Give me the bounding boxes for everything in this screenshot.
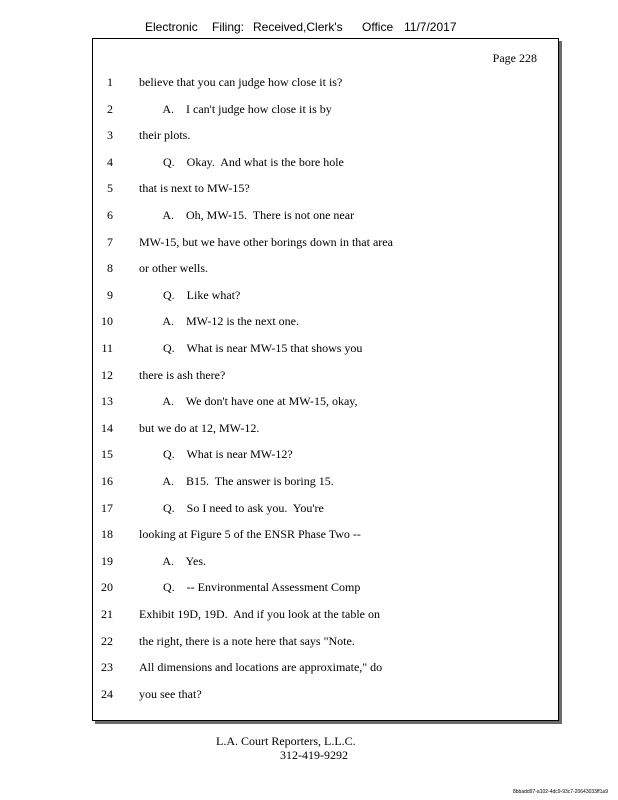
line-number: 5 — [107, 181, 113, 196]
line-number: 24 — [101, 686, 113, 701]
line-number: 10 — [101, 314, 113, 329]
page-number: Page 228 — [492, 51, 537, 65]
transcript-line — [93, 501, 558, 519]
footer-phone: 312-419-9292 — [280, 748, 348, 762]
line-text: believe that you can judge how close it is? — [139, 75, 343, 89]
filing-header-date: 11/7/2017 — [404, 20, 457, 34]
line-number: 20 — [101, 580, 113, 595]
transcript-line — [93, 554, 558, 572]
transcript-line — [93, 155, 558, 173]
transcript-line — [93, 421, 558, 439]
line-text: that is next to MW-15? — [139, 181, 250, 196]
line-number: 3 — [107, 128, 113, 143]
line-number: 17 — [101, 500, 113, 515]
line-text: A. We don't have one at MW-15, okay, — [139, 394, 358, 409]
line-text: A. MW-12 is the next one. — [139, 314, 299, 329]
line-text: Q. Okay. And what is the bore hole — [139, 154, 344, 169]
line-number: 1 — [107, 75, 113, 89]
transcript-line — [93, 474, 558, 492]
line-text: Q. So I need to ask you. You're — [139, 500, 324, 515]
line-number: 16 — [101, 474, 113, 488]
line-number: 12 — [101, 367, 113, 382]
line-text: A. I can't judge how close it is by — [139, 101, 332, 116]
line-number: 23 — [101, 660, 113, 675]
transcript-line — [93, 394, 558, 412]
transcript-line — [93, 687, 558, 705]
line-text: looking at Figure 5 of the ENSR Phase Two -- — [139, 527, 361, 542]
line-number: 9 — [107, 287, 113, 302]
line-text: A. Yes. — [139, 553, 207, 568]
transcript-line — [93, 235, 558, 253]
line-number: 2 — [107, 101, 113, 116]
transcript-line — [93, 341, 558, 359]
transcript-page — [92, 38, 559, 721]
line-text: their plots. — [139, 128, 191, 143]
line-text: Q. What is near MW-12? — [139, 447, 293, 462]
transcript-line — [93, 368, 558, 386]
transcript-line — [93, 261, 558, 279]
line-number: 7 — [107, 234, 113, 249]
line-number: 11 — [101, 341, 113, 355]
line-text: Q. What is near MW-15 that shows you — [139, 341, 363, 355]
line-number: 13 — [101, 394, 113, 409]
line-number: 19 — [101, 553, 113, 568]
transcript-line — [93, 634, 558, 652]
line-number: 6 — [107, 208, 113, 222]
transcript-line — [93, 660, 558, 678]
filing-header-office: Office — [362, 20, 394, 34]
transcript-line — [93, 447, 558, 465]
line-number: 15 — [101, 447, 113, 462]
transcript-line — [93, 314, 558, 332]
transcript-line — [93, 75, 558, 93]
footer-company: L.A. Court Reporters, L.L.C. — [216, 734, 356, 748]
filing-header-electronic: Electronic — [145, 20, 198, 34]
document-hash: 8bbadd97-a102-4dc9-93c7-20643033ff1a9 — [513, 789, 608, 795]
line-text: Q. -- Environmental Assessment Comp — [139, 580, 361, 595]
line-text: Exhibit 19D, 19D. And if you look at the table on — [139, 607, 380, 621]
transcript-line — [93, 128, 558, 146]
line-number: 22 — [101, 633, 113, 648]
line-text: you see that? — [139, 686, 202, 701]
transcript-line — [93, 181, 558, 199]
line-text: but we do at 12, MW-12. — [139, 420, 260, 435]
line-text: A. Oh, MW-15. There is not one near — [139, 208, 355, 222]
line-text: MW-15, but we have other borings down in that area — [139, 234, 393, 249]
line-text: A. B15. The answer is boring 15. — [139, 474, 334, 488]
line-text: the right, there is a note here that says "Note. — [139, 633, 355, 648]
line-number: 14 — [101, 420, 113, 435]
line-number: 18 — [101, 527, 113, 542]
line-number: 21 — [101, 607, 113, 621]
line-number: 4 — [107, 154, 113, 169]
transcript-line — [93, 580, 558, 598]
transcript-line — [93, 288, 558, 306]
line-text: or other wells. — [139, 261, 208, 276]
transcript-line — [93, 208, 558, 226]
line-text: All dimensions and locations are approximate," do — [139, 660, 383, 675]
transcript-line — [93, 527, 558, 545]
transcript-line — [93, 102, 558, 120]
filing-header — [145, 20, 465, 36]
line-text: Q. Like what? — [139, 287, 241, 302]
line-text: there is ash there? — [139, 367, 226, 382]
line-number: 8 — [107, 261, 113, 276]
transcript-line — [93, 607, 558, 625]
filing-header-received: Received,Clerk's — [253, 20, 343, 34]
filing-header-filing: Filing: — [212, 20, 245, 34]
